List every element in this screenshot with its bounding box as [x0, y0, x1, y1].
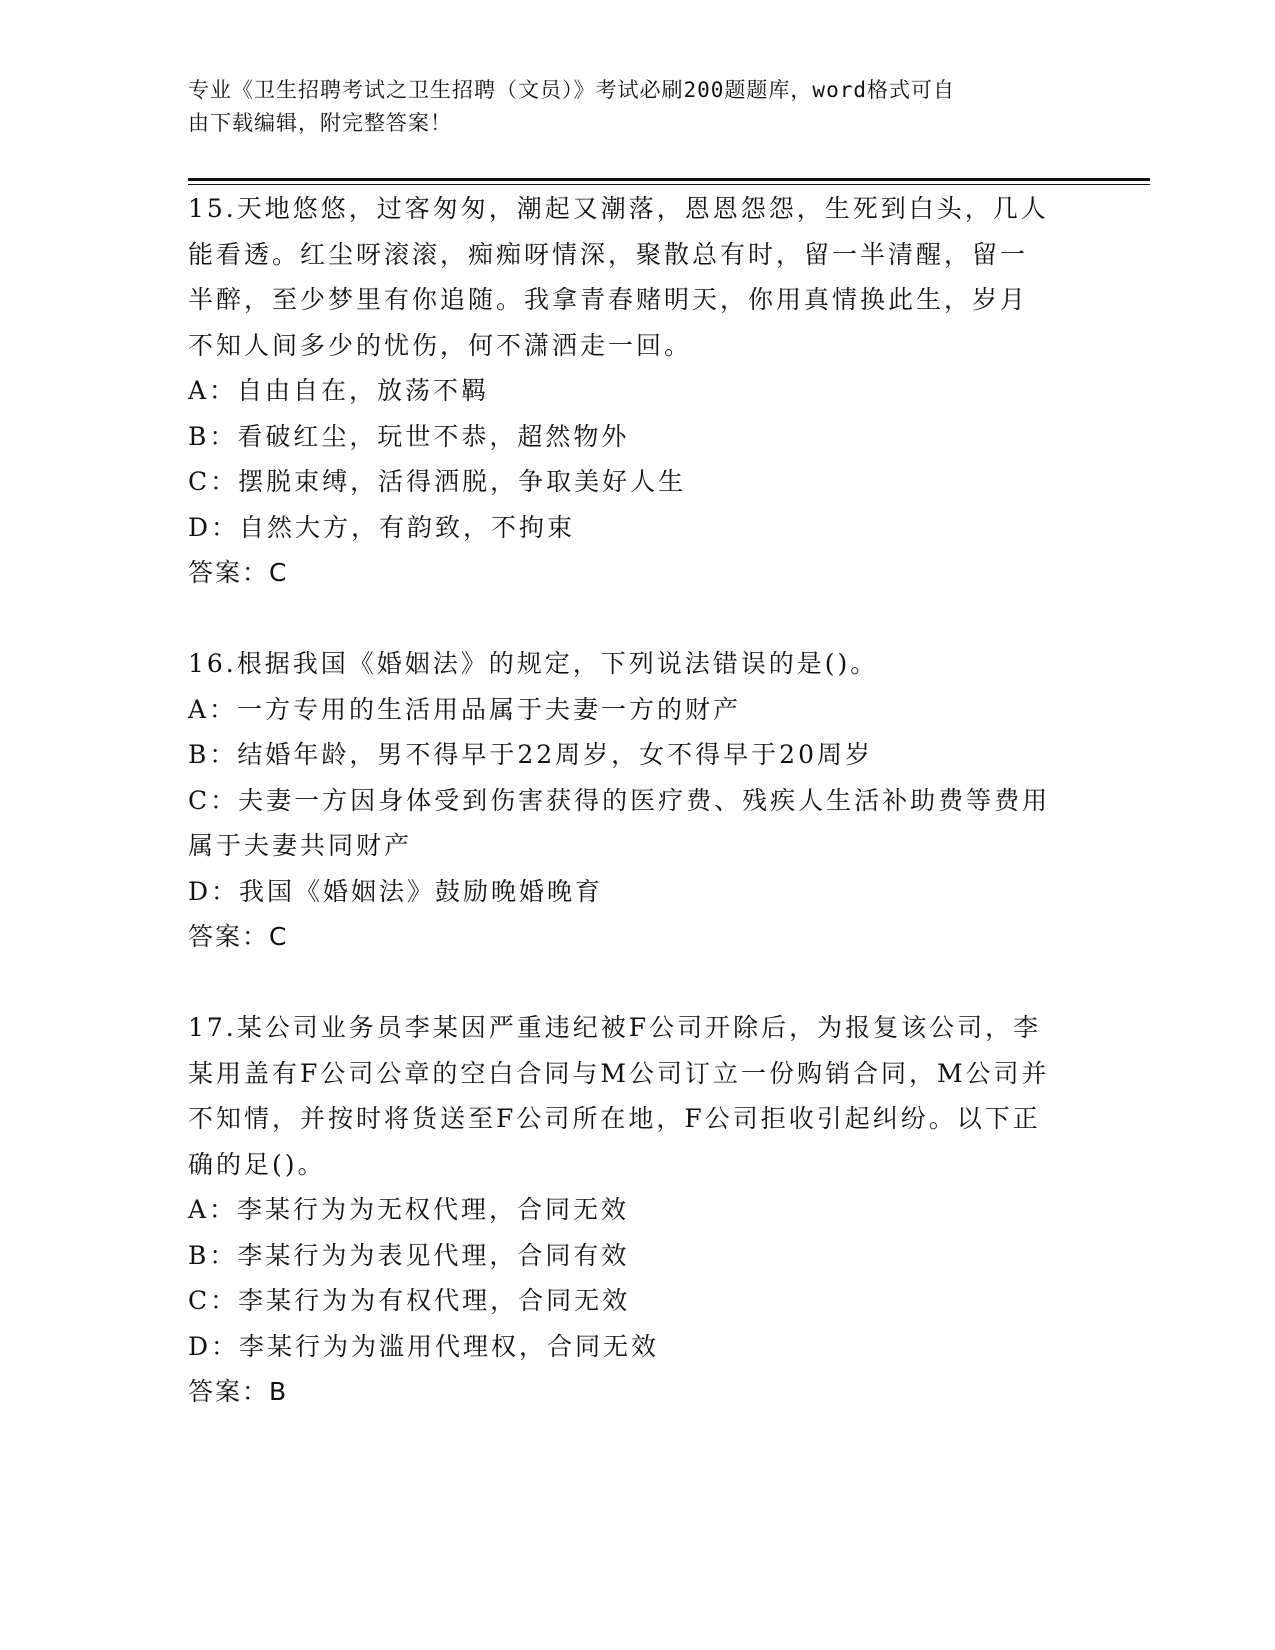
question-15-option-d: D：自然大方，有韵致，不拘束	[188, 512, 576, 542]
question-15-option-b: B：看破红尘，玩世不恭，超然物外	[188, 421, 630, 451]
question-15-answer: 答案：C	[188, 558, 289, 587]
question-15-stem-line-3: 半醉，至少梦里有你追随。我拿青春赌明天，你用真情换此生，岁月	[188, 285, 1029, 314]
question-16-option-b: B：结婚年龄，男不得早于22周岁，女不得早于20周岁	[188, 740, 873, 769]
question-15	[188, 186, 1088, 596]
spacer	[188, 596, 1088, 642]
question-16-option-d: D：我国《婚姻法》鼓励晚婚晚育	[188, 876, 604, 906]
question-17	[188, 1005, 1088, 1415]
question-17-option-b: B：李某行为为表见代理，合同有效	[188, 1240, 630, 1270]
question-15-option-a: A：自由自在，放荡不羁	[188, 376, 490, 405]
question-17-stem-line-3: 不知情，并按时将货送至F公司所在地，F公司拒收引起纠纷。以下正	[188, 1104, 1041, 1133]
question-17-stem-line-2: 某用盖有F公司公章的空白合同与M公司订立一份购销合同，M公司并	[188, 1058, 1050, 1088]
document-header	[188, 74, 1078, 140]
question-15-stem-line-1: 15.天地悠悠，过客匆匆，潮起又潮落，恩恩怨怨，生死到白头，几人	[188, 194, 1049, 223]
question-17-answer: 答案：B	[188, 1377, 289, 1406]
question-16-option-a: A：一方专用的生活用品属于夫妻一方的财产	[188, 694, 742, 724]
question-17-option-d: D：李某行为为滥用代理权，合同无效	[188, 1331, 660, 1361]
question-15-option-c: C：摆脱束缚，活得洒脱，争取美好人生	[188, 467, 687, 496]
question-16-answer: 答案：C	[188, 922, 289, 951]
header-line-1: 专业《卫生招聘考试之卫生招聘（文员）》考试必刷200题题库，word格式可自	[188, 78, 955, 102]
question-16-stem-line-1: 16.根据我国《婚姻法》的规定，下列说法错误的是()。	[188, 649, 879, 678]
question-15-stem-line-4: 不知人间多少的忧伤，何不潇洒走一回。	[188, 330, 693, 360]
question-list	[188, 186, 1088, 1415]
header-divider-thin	[188, 184, 1150, 185]
header-divider-thick	[188, 178, 1150, 181]
question-17-stem-line-1: 17.某公司业务员李某因严重违纪被F公司开除后，为报复该公司，李	[188, 1013, 1042, 1042]
question-17-option-c: C：李某行为为有权代理，合同无效	[188, 1286, 631, 1315]
question-16-option-c-line-1: C：夫妻一方因身体受到伤害获得的医疗费、残疾人生活补助费等费用	[188, 785, 1051, 815]
question-17-stem-line-4: 确的足()。	[188, 1149, 326, 1179]
question-16	[188, 641, 1088, 960]
question-16-option-c-line-2: 属于夫妻共同财产	[188, 831, 413, 860]
question-17-option-a: A：李某行为为无权代理，合同无效	[188, 1195, 630, 1224]
question-15-stem-line-2: 能看透。红尘呀滚滚，痴痴呀情深，聚散总有时，留一半清醒，留一	[188, 239, 1029, 269]
spacer	[188, 960, 1088, 1006]
header-line-2: 由下载编辑，附完整答案！	[188, 111, 452, 135]
